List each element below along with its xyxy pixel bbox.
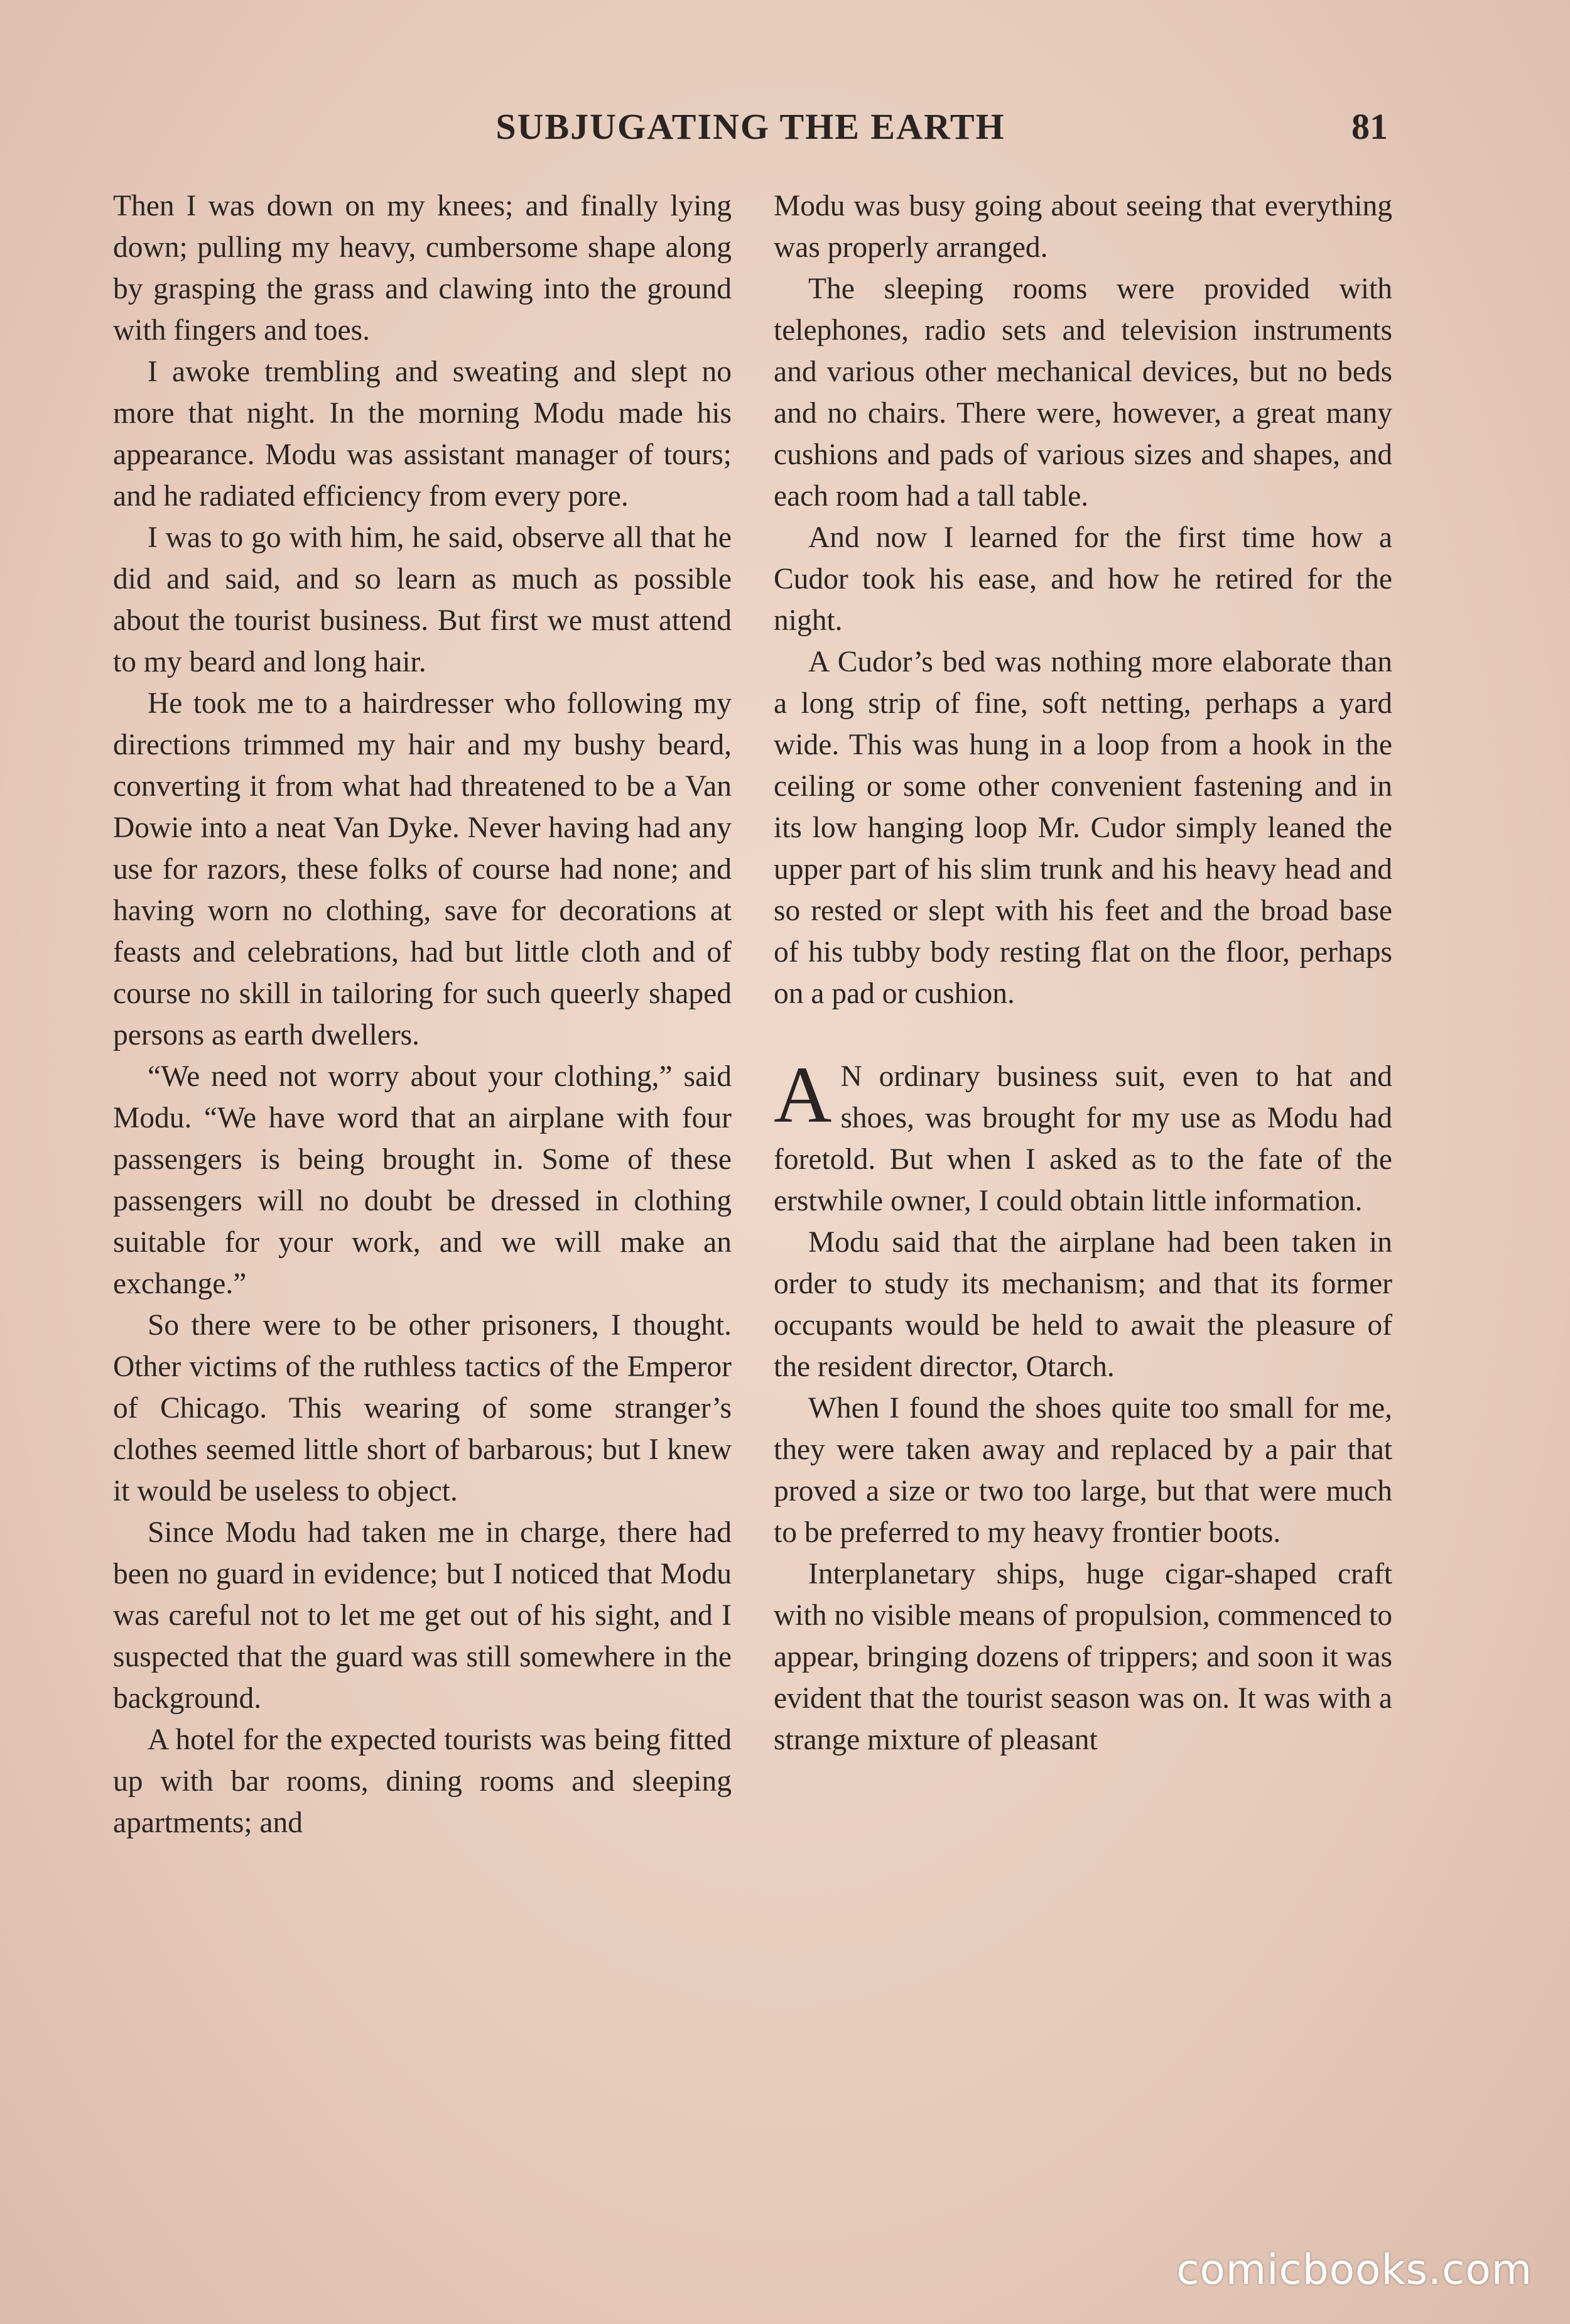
watermark: comicbooks.com [1176,2245,1532,2294]
paragraph: I was to go with him, he said, observe all that he did and said, and so learn as much as possible about the tourist business. But first we must attend to my beard and long hair. [113,521,732,678]
paragraph: Since Modu had taken me in charge, there had been no guard in evidence; but I noticed that Modu was careful not to let me get out of his sight, and I suspected that the guard was still somewhere in the background. [113,1516,732,1715]
paragraph: Modu said that the airplane had been taken in order to study its mechanism; and that its former occupants would be held to await the pleasure of the resident director, Otarch. [774,1226,1392,1383]
drop-cap: A [774,1050,832,1139]
drop-cap-paragraph [774,1050,1392,1222]
paragraph: He took me to a hairdresser who following my directions trimmed my hair and my bushy beard, converting it from what had threatened to be a Van Dowie into a neat Van Dyke. Never having had any use for razors, these folks of course had none; and having worn no clothing, save for decorations at feasts and celebrations, had but little cloth and of course no skill in tailoring for such queerly shaped persons as earth dwellers. [113,687,732,1051]
paragraph: And now I learned for the first time how a Cudor took his ease, and how he retired for the night. [774,521,1392,637]
page-number: 81 [1351,106,1388,147]
section-break [774,1014,1392,1056]
paragraph: So there were to be other prisoners, I thought. Other victims of the ruthless tactics of the Emperor of Chicago. This wearing of some stranger’s clothes seemed little short of barbarous; but I knew it would be useless to object. [113,1309,732,1507]
paragraph: Interplanetary ships, huge cigar-shaped craft with no visible means of propulsion, commenced to appear, bringing dozens of trippers; and soon it was evident that the tourist season was on. It was with a strange mixture of pleasant [774,1558,1392,1756]
right-column [774,185,1392,1761]
paragraph: Then I was down on my knees; and finally lying down; pulling my heavy, cumbersome shape along by grasping the grass and clawing into the ground with fingers and toes. [113,190,732,347]
paragraph: A hotel for the expected tourists was being fitted up with bar rooms, dining rooms and sleeping apartments; and [113,1724,732,1839]
page-header [113,106,1388,162]
paragraph: “We need not worry about your clothing,” said Modu. “We have word that an airplane with four passengers is being brought in. Some of these passengers will no doubt be dressed in clothing suitable for your work, and we will make an exchange.” [113,1060,732,1300]
paragraph: Modu was busy going about seeing that everything was properly arranged. [774,190,1392,264]
drop-cap-paragraph-text: N ordinary business suit, even to hat and shoes, was brought for my use as Modu had foretold. But when I asked as to the fate of the erstwhile owner, I could obtain little information. [774,1060,1392,1217]
paragraph: When I found the shoes quite too small for me, they were taken away and replaced by a pair that proved a size or two too large, but that were much to be preferred to my heavy frontier boots. [774,1392,1392,1549]
running-title: SUBJUGATING THE EARTH [495,106,1005,147]
paragraph: The sleeping rooms were provided with telephones, radio sets and television instruments and various other mechanical devices, but no beds and no chairs. There were, however, a great many cushions and pads of various sizes and shapes, and each room had a tall table. [774,273,1392,513]
paragraph: I awoke trembling and sweating and slept no more that night. In the morning Modu made his appearance. Modu was assistant manager of tours; and he radiated efficiency from every pore. [113,356,732,513]
paragraph: A Cudor’s bed was nothing more elaborate than a long strip of fine, soft netting, perhaps a yard wide. This was hung in a loop from a hook in the ceiling or some other convenient fastening and in its low hanging loop Mr. Cudor simply leaned the upper part of his slim trunk and his heavy head and so rested or slept with his feet and the broad base of his tubby body resting flat on the floor, perhaps on a pad or cushion. [774,646,1392,1010]
left-column [113,185,732,1843]
